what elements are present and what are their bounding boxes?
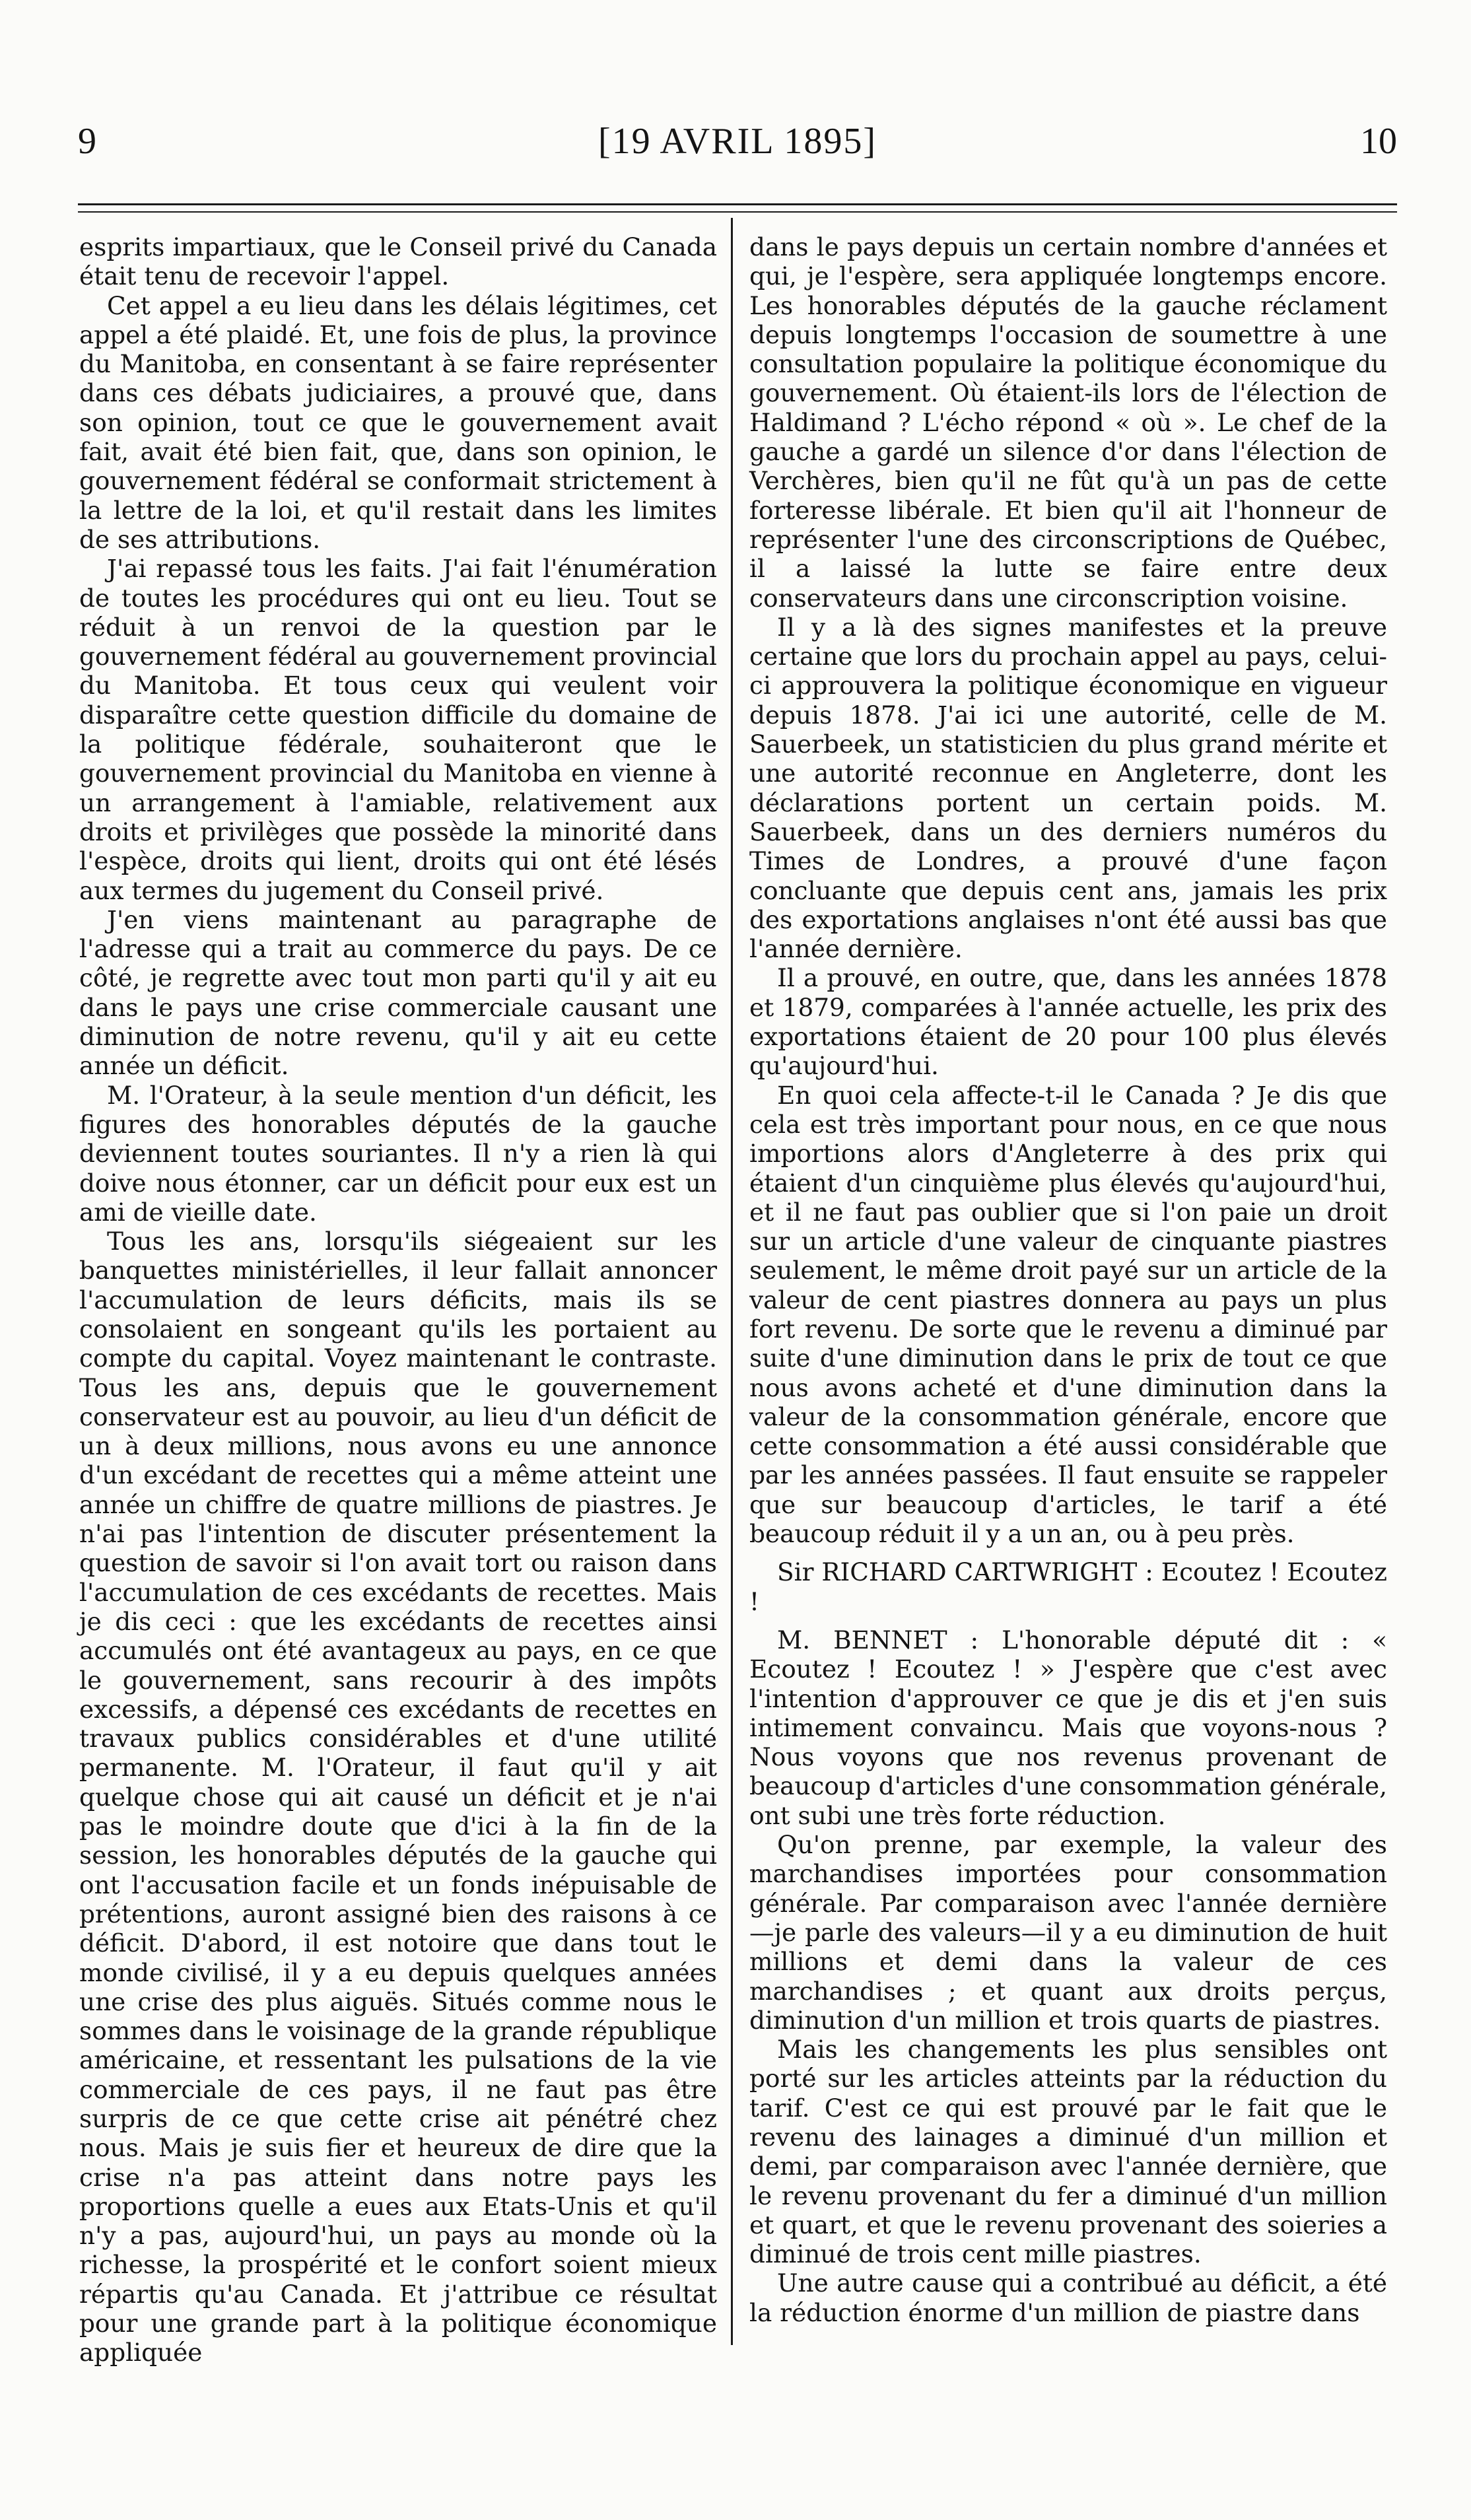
paragraph: Une autre cause qui a contribué au déficit, a été la réduction énorme d'un million de piastre dans — [749, 2268, 1387, 2327]
column-divider — [731, 218, 733, 2345]
left-column — [79, 232, 717, 2367]
paragraph: Cet appel a eu lieu dans les délais légitimes, cet appel a été plaidé. Et, une fois de plus, la province du Manitoba, en consentant à se faire représenter dans ces débats judiciaires, a prouvé que, dans son opinion, tout ce que le gouvernement avait fait, avait été bien fait, que, dans son opinion, le gouvernement fédéral se conformait strictement à la lettre de la loi, et qu'il restait dans les limites de ses attributions. — [79, 290, 717, 554]
speaker-paragraph: Sir RICHARD CARTWRIGHT : Ecoutez ! Ecoutez ! — [749, 1557, 1387, 1616]
page-number-right: 10 — [1360, 121, 1397, 162]
paragraph: Tous les ans, lorsqu'ils siégeaient sur les banquettes ministérielles, il leur fallait annoncer l'accumulation de leurs déficits, mais ils se consolaient en songeant qu'ils les portaient au compte du capital. Voyez maintenant le contraste. Tous les ans, depuis que le gouvernement conservateur est au pouvoir, au lieu d'un déficit de un à deux millions, nous avons eu une annonce d'un excédant de recettes qui a même atteint une année un chiffre de quatre millions de piastres. Je n'ai pas l'intention de discuter présentement la question de savoir si l'on avait tort ou raison dans l'accumulation de ces excédants de recettes. Mais je dis ceci : que les excédants de recettes ainsi accumulés ont été avantageux au pays, en ce que le gouvernement, sans recourir à des impôts excessifs, a dépensé ces excédants de recettes en travaux publics considérables et d'une utilité permanente. M. l'Orateur, il faut qu'il y ait quelque chose qui ait causé un déficit et je n'ai pas le moindre doute que d'ici à la fin de la session, les honorables députés de la gauche qui ont l'accusation facile et un fonds inépuisable de prétentions, auront assigné bien des raisons à ce déficit. D'abord, il est notoire que dans tout le monde civilisé, il y a eu depuis quelques années une crise des plus aiguës. Situés comme nous le sommes dans le voisinage de la grande république américaine, et ressentant les pulsations de la vie commerciale de ces pays, il ne faut pas être surpris de ce que cette crise ait pénétré chez nous. Mais je suis fier et heureux de dire que la crise n'a pas atteint dans notre pays les proportions quelle a eues aux Etats-Unis et qu'il n'y a pas, aujourd'hui, un pays au monde où la richesse, la prospérité et le confort soient mieux répartis qu'au Canada. Et j'attribue ce résultat pour une grande part à la politique économique appliquée — [79, 1227, 717, 2367]
paragraph: Il a prouvé, en outre, que, dans les années 1878 et 1879, comparées à l'année actuelle, les prix des exportations étaient de 20 pour 100 plus élevés qu'aujourd'hui. — [749, 963, 1387, 1081]
speaker-paragraph: M. BENNET : L'honorable député dit : « Ecoutez ! Ecoutez ! » J'espère que c'est avec l'intention d'approuver ce que je dis et j'en suis intimement convaincu. Mais que voyons-nous ? Nous voyons que nos revenus provenant de beaucoup d'articles d'une consommation générale, ont subi une très forte réduction. — [749, 1625, 1387, 1830]
page-header — [78, 120, 1397, 173]
paragraph: Qu'on prenne, par exemple, la valeur des marchandises importées pour consommation générale. Par comparaison avec l'année dernière—je parle des valeurs—il y a eu diminution de huit millions et demi dans la valeur de ces marchandises ; et quant aux droits perçus, diminution d'un million et trois quarts de piastres. — [749, 1830, 1387, 2035]
header-rule-bottom — [78, 211, 1397, 213]
paragraph: M. l'Orateur, à la seule mention d'un déficit, les figures des honorables députés de la gauche deviennent toutes souriantes. Il n'y a rien là qui doive nous étonner, car un déficit pour eux est un ami de vieille date. — [79, 1080, 717, 1227]
right-column — [749, 232, 1387, 2327]
paragraph: J'ai repassé tous les faits. J'ai fait l'énumération de toutes les procédures qui ont eu lieu. Tout se réduit à un renvoi de la question par le gouvernement fédéral au gouvernement provincial du Manitoba. Et tous ceux qui veulent voir disparaître cette question difficile du domaine de la politique fédérale, souhaiteront que le gouvernement provincial du Manitoba en vienne à un arrangement à l'amiable, relativement aux droits et privilèges que possède la minorité dans l'espèce, droits qui lient, droits qui ont été lésés aux termes du jugement du Conseil privé. — [79, 554, 717, 905]
paragraph: Mais les changements les plus sensibles ont porté sur les articles atteints par la réduction du tarif. C'est ce qui est prouvé par le fait que le revenu des lainages a diminué d'un million et demi, par comparaison avec l'année dernière, que le revenu provenant du fer a diminué d'un million et quart, et que le revenu provenant des soieries a diminué de trois cent mille piastres. — [749, 2035, 1387, 2269]
page-date: [19 AVRIL 1895] — [598, 121, 877, 162]
paragraph: J'en viens maintenant au paragraphe de l'adresse qui a trait au commerce du pays. De ce côté, je regrette avec tout mon parti qu'il y ait eu dans le pays une crise commerciale causant une diminution de notre revenu, qu'il y ait eu cette année un déficit. — [79, 904, 717, 1081]
paragraph: Il y a là des signes manifestes et la preuve certaine que lors du prochain appel au pays, celui-ci approuvera la politique économique en vigueur depuis 1878. J'ai ici une autorité, celle de M. Sauerbeek, un statisticien du plus grand mérite et une autorité reconnue en Angleterre, dont les déclarations portent un certain poids. M. Sauerbeek, dans un des derniers numéros du Times de Londres, a prouvé d'une façon concluante que depuis cent ans, jamais les prix des exportations anglaises n'ont été aussi bas que l'année dernière. — [749, 612, 1387, 964]
header-rule-top — [78, 203, 1397, 205]
page-number-left: 9 — [78, 121, 96, 162]
paragraph: esprits impartiaux, que le Conseil privé du Canada était tenu de recevoir l'appel. — [79, 232, 717, 291]
paragraph: dans le pays depuis un certain nombre d'années et qui, je l'espère, sera appliquée longtemps encore. Les honorables députés de la gauche réclament depuis longtemps l'occasion de soumettre à une consultation populaire la politique économique du gouvernement. Où étaient-ils lors de l'élection de Haldimand ? L'écho répond « où ». Le chef de la gauche a gardé un silence d'or dans l'élection de Verchères, bien qu'il ne fût qu'à un pas de cette forteresse libérale. Et bien qu'il ait l'honneur de représenter l'une des circonscriptions de Québec, il a laissé la lutte se faire entre deux conservateurs dans une circonscription voisine. — [749, 232, 1387, 613]
paragraph: En quoi cela affecte-t-il le Canada ? Je dis que cela est très important pour nous, en ce que nous importions alors d'Angleterre à des prix qui étaient d'un cinquième plus élevés qu'aujourd'hui, et il ne faut pas oublier que si l'on paie un droit sur un article d'une valeur de cinquante piastres seulement, le même droit payé sur un article de la valeur de cent piastres donnera au pays un plus fort revenu. De sorte que le revenu a diminué par suite d'une diminution dans le prix de tout ce que nous avons acheté et d'une diminution dans la valeur de la consommation générale, encore que cette consommation a été aussi considérable que par les années passées. Il faut ensuite se rappeler que sur beaucoup d'articles, le tarif a été beaucoup réduit il y a un an, ou à peu près. — [749, 1080, 1387, 1549]
